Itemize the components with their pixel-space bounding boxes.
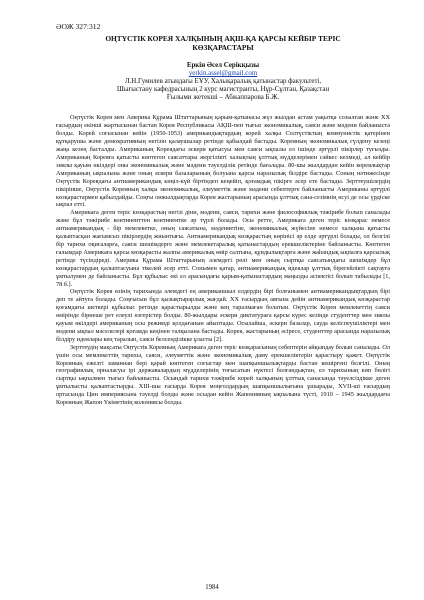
article-title-line2: КӨЗҚАРАСТАРЫ (192, 43, 254, 52)
author-email-link[interactable]: yerkin.assel@gmail.com (188, 70, 258, 78)
author-affiliation-line2: Шығыстану кафедрасының 2 курс магистранты, Нұр-Сұлтан, Қазақстан (116, 86, 330, 94)
body-paragraph-2: Америкаға деген теріс көзқарастың негізі діни, мәдени, саяси, тарихи және философиялық тәжірибе болып саналады және бұл тәжірибе континенттен континентке әр түрлі болады. Осы ретте, Америкаға деген теріс көзқарас немесе антиамерикандық - бір мемлекетке, оның саясатына, мәдениетіне, экономикалық жүйесіне немесе халқына қатысты қалыптасқан жағымсыз пікірлердің жиынтығы. Антиамерикандық көзқарастың көрінісі әр елде әртүрлі болады, ол белгілі бір тарихи оқиғаларға, саяси шешімдерге және мемлекетаралық қатынастардың ерекшеліктеріне байланысты. Көптеген ғалымдар Америкаға қарсы көзқарасты жалпы америкалық өмір салтына, құндылықтарға және жаһандық ықпалға қарсылық ретінде түсіндіреді. Америка Құрама Штаттарының әлемдегі рөлі мен оның сыртқы саясатындағы шешімдер бұл көзқарастардың қалыптасуына тікелей әсер етті. Сонымен қатар, антиамерикандық идеялар ұлттық бірегейлікті сақтауға ұмтылумен де байланысты. Бұл құбылыс екі ел арасындағы қарым-қатынастардың маңызды аспектісі болып табылады [1, 78 б.]. (56, 209, 390, 288)
supervisor-line: Ғылыми жетекші – Абжаппарова Б.Ж. (166, 94, 280, 102)
article-title-line1: ОҢТҮСТІК КОРЕЯ ХАЛҚЫНЫҢ АҚШ-ҚА ҚАРСЫ КЕЙБІР ТЕРІС (105, 34, 341, 43)
body-paragraph-1: Оңтүстік Корея мен Америка Құрама Штаттарының қарым-қатынасы жүз жылдан астам уақытқа созылған және XX ғасырдың екінші жартысынан бастап Корея Республикасы АҚШ-пен тығыз экономикалық, саяси және мәдени байланыста болды. Корей соғысынан кейін (1950-1953) американдықтардың корей халқы Солтүстіктың коммунистік қатерінен құтқарушы және демократияның негізін қалаушылар ретінде қабылдай бастады. Кореяның экономикалық гүлдену кезеңі жаңа кезең басталды. Американың Кореядағы әскери қатысуы мен саяси ықпалы ел ішінде әртүрлі пікірлер туғызды. Американың Кореяға қатысты көптеген саясаттары жергілікті халықтың ұлттық мүдделерімен сәйкес келмеді, ал кейбір зиялы қауым өкілдері оны экономикалық және мәдени тәуелділік ретінде бағалады. 80-шы жылдардан кейін кореялықтар Американың ықпалына және оның әскери базаларының болуына қарсы наразылық білдіре бастады. Соның нәтижесінде Оңтүстік Кореядағы антиамерикандық көңіл-күй біртіндеп кеңейіп, қоғамдық пікірге әсер ете бастады. Зерттеушілердің пікірінше, Оңтүстік Кореяның халқы экономикалық, әлеуметтік және мәдени себептерге байланысты Американы әртүрлі көзқарастармен қабылдайды. Соңғы онжылдықтарда Корея жастарының арасында ұлттық сана-сезімнің өсуі де осы үрдіске ықпал етті. (56, 114, 390, 209)
article-title (56, 34, 390, 52)
udc-code: ӘОЖ 327:312 (56, 22, 101, 31)
page-number: 1984 (205, 584, 219, 591)
author-affiliation-line1: Л.Н.Гумилев атындағы ЕҰУ, Халықаралық қатынастар факультеті, (124, 78, 322, 86)
body-paragraph-3: Оңтүстік Корея өзінің тарихында әлемдегі ең американшыл елдердің бірі болғанымен антиамерикандықтардың бірі деп те айтуға болады. Соңғысын бұл қызықтырарлық жағдай. XX ғасырдың аяғына дейін антиамерикандық көзқарастар қоғамдағы шеткері құбылыс ретінде қарастырылды және кең таралмаған болатын. Оңтүстік Корея мемлекеттің саяси өмірінде бірнеше рет елеулі өзгерістер болды. 80-жылдары әскери диктатураға қарсы күрес кезінде студенттер мен зиялы қауым өкілдері американың осы режимді қолдағанын айыптады. Осылайша, әскери базалар, сауда келіспеушіліктері мен мәдени ықпал мәселелері қоғамда кеңінен талқылана бастады. Корея, жастарының әсіресе, студенттер арасында наразылық білдіру идеялары кең таралып, саяси белсенділікке ұласты [2]. (56, 288, 390, 343)
author-block (56, 62, 390, 102)
article-body (56, 114, 390, 407)
body-paragraph-4: Зерттеудің мақсаты Оңтүстік Кореяның Америкаға деген теріс көзқарасының себептерін айқындау болып саналады. Ол үшін осы мемлекеттің тарихы, саяси, әлеуметтік және экономикалық даму ерекшеліктерін қарастыру қажет. Оңтүстік Кореяның ежелгі заманнан бері қарай көптеген соғыстар мен шапқыншылықтарды бастан кешіргені белгілі. Оның географиялық орналасуы ірі державалардың мүдделерінің тоғысатын нүктесі болғандықтан, ел тарихының көп бөлігі сыртқы ықпалмен тығыз байланысты. Осындай тарихи тәжірибе корей халқының ұлттық санасында тәуелсіздікке деген ұмтылысты қалыптастырды. XIII-шы ғасырда Корея моңғолдардың шапқыншылығына ұшырады, XVII-ші ғасырдың ортасында Цин империясына тәуелді болды және осыдан кейін Жапонияның ықпалына түсті, 1910 – 1945 жылдардағы Кореяның Жапон Үкіметінің колониясы болды. (56, 343, 390, 407)
author-name: Еркін Әсел Серікқызы (186, 62, 260, 69)
